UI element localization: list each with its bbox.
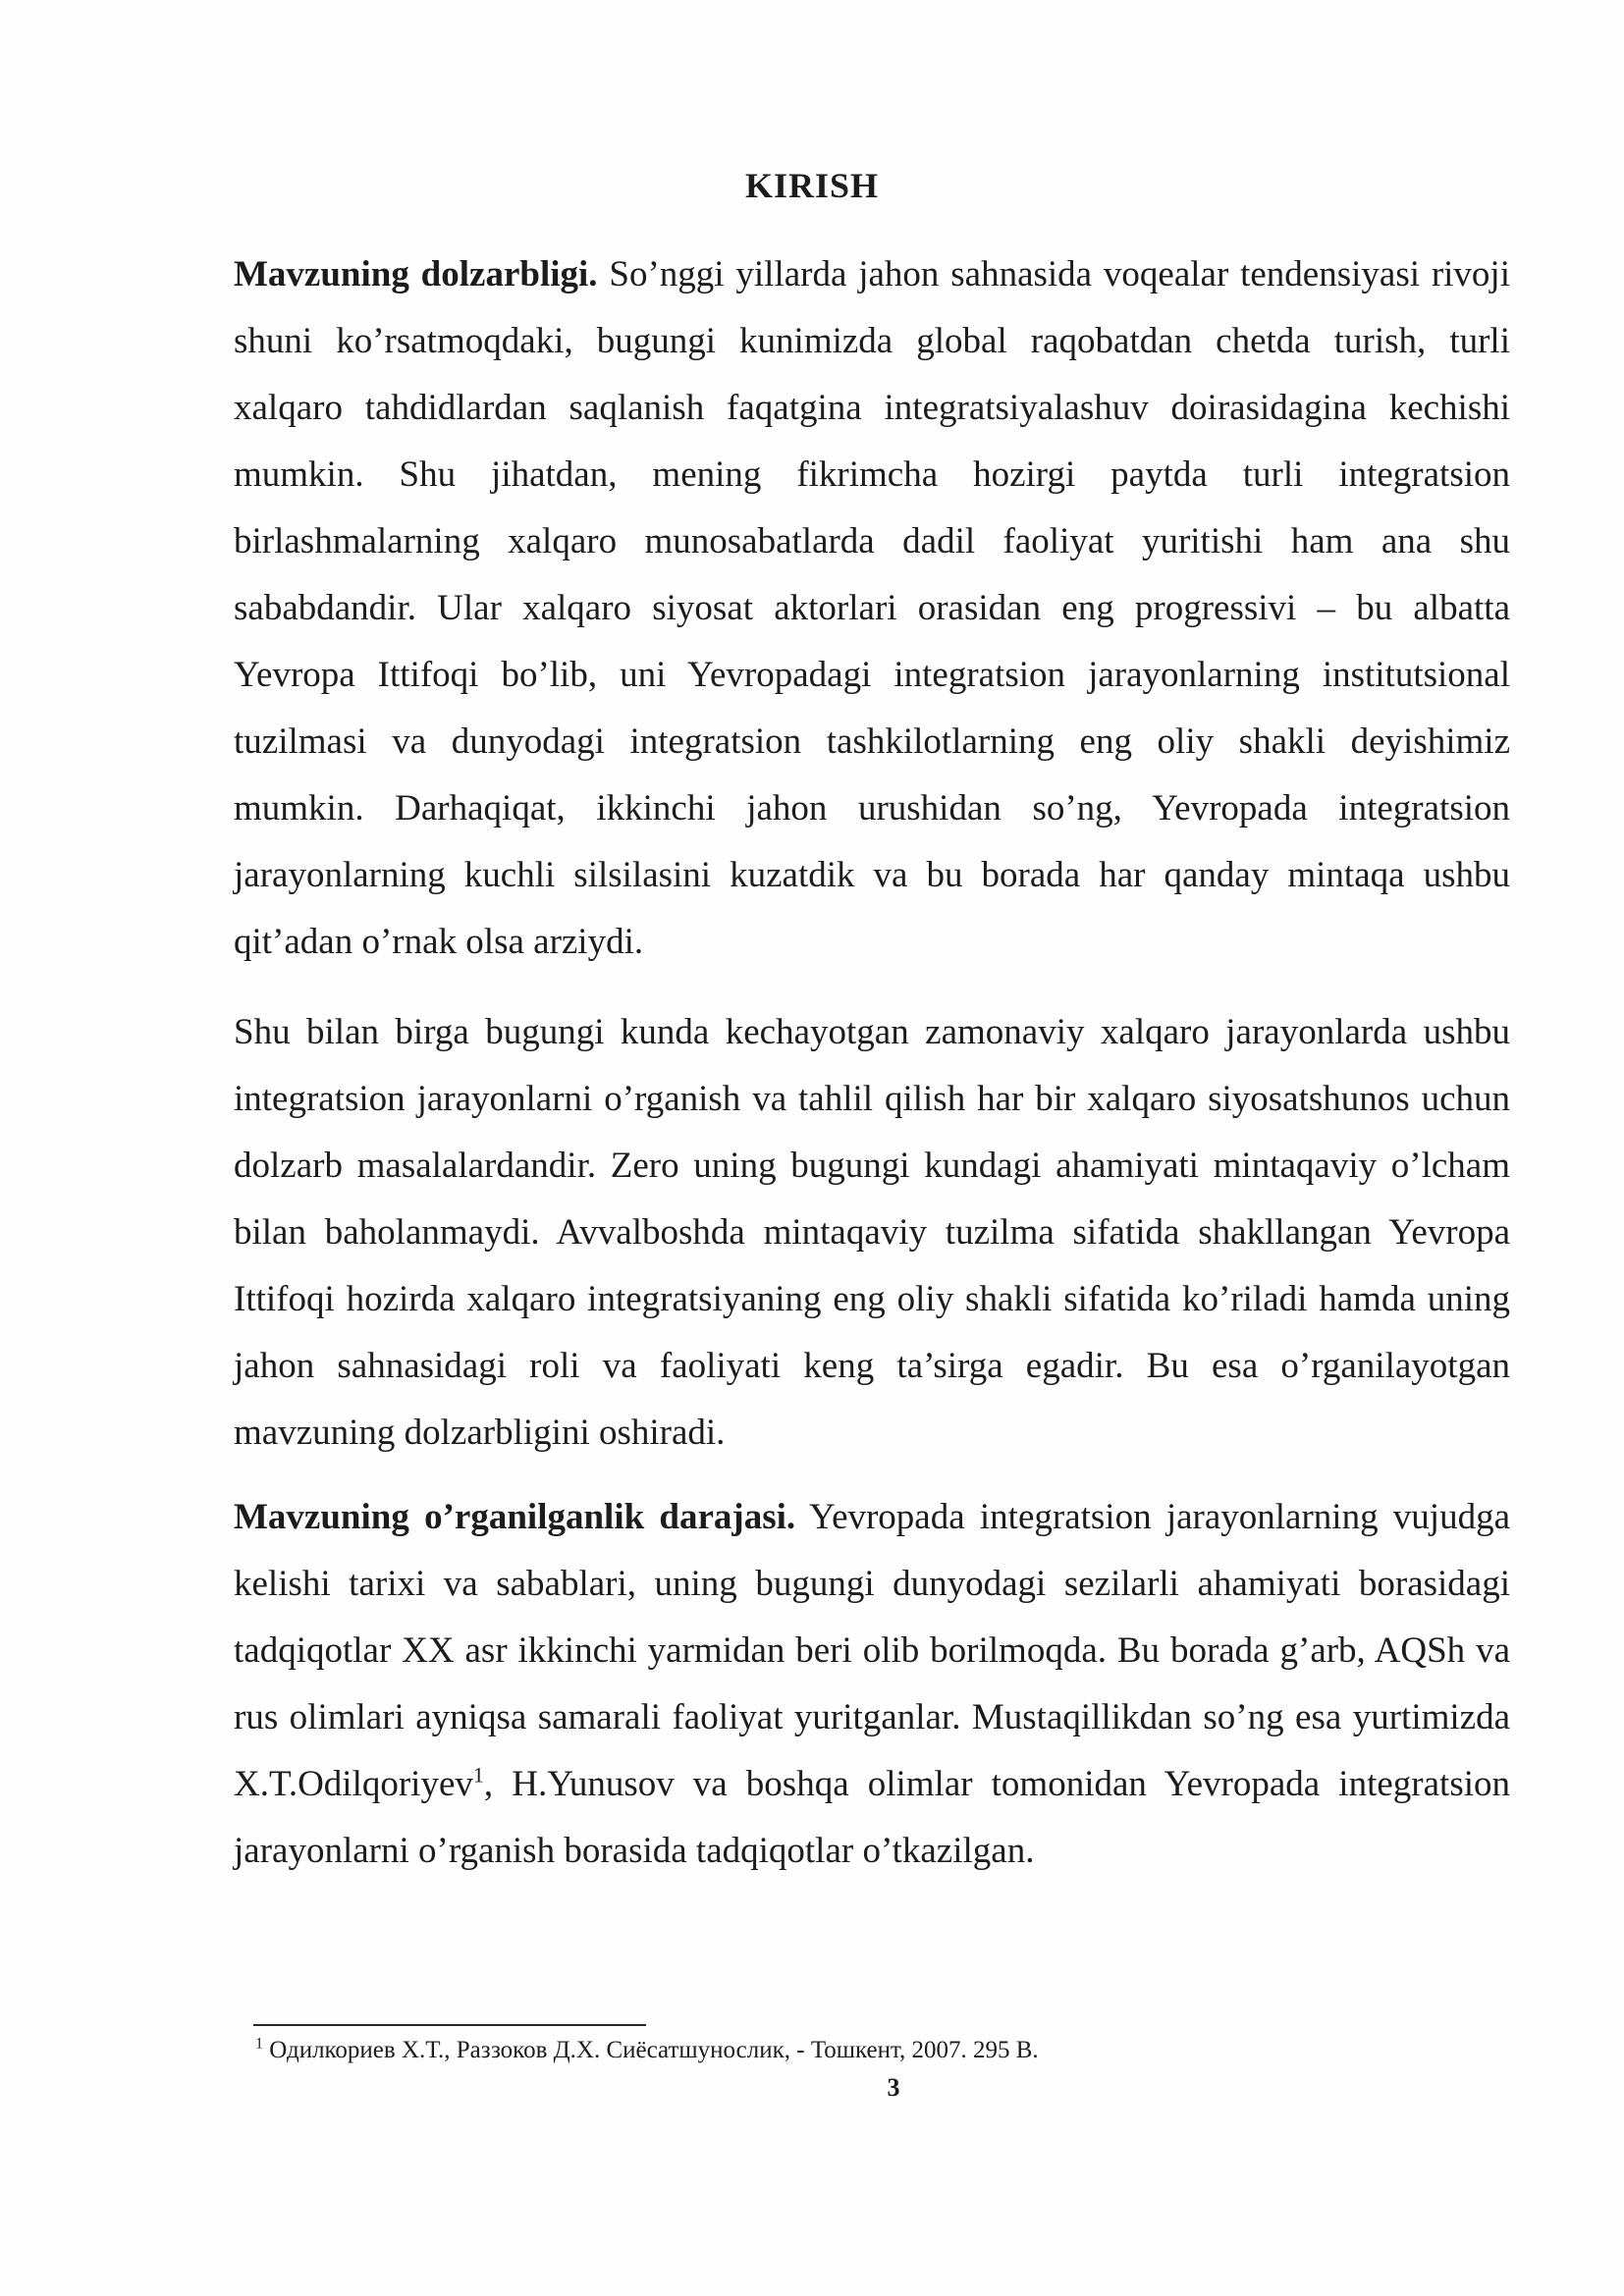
paragraph-significance bbox=[234, 999, 1510, 1467]
footnote-text: Одилкориев Х.Т., Раззоков Д.Х. Сиёсатшунослик, - Тошкент, 2007. 295 В. bbox=[263, 2037, 1039, 2063]
footnote-reference: 1 bbox=[472, 1762, 484, 1788]
paragraph-text: Shu bilan birga bugungi kunda kechayotgan zamonaviy xalqaro jarayonlarda ushbu integratsion jarayonlarni o’rganish va tahlil qilish har bir xalqaro siyosatshunos uchun dolzarb masalalardandir. Zero uning bugungi kundagi ahamiyati mintaqaviy o’lcham bilan baholanmaydi. Avvalboshda mintaqaviy tuzilma sifatida shakllangan Yevropa Ittifoqi hozirda xalqaro integratsiyaning eng oliy shakli sifatida ko’riladi hamda uning jahon sahnasidagi roli va faoliyati keng ta’sirga egadir. Bu esa o’rganilayotgan mavzuning dolzarbligini oshiradi. bbox=[234, 1012, 1510, 1453]
footnote bbox=[255, 2034, 1039, 2067]
paragraph-lead-relevance: Mavzuning dolzarbligi. bbox=[234, 254, 598, 294]
page-heading: KIRISH bbox=[744, 166, 880, 205]
paragraph-text: Yevropada integratsion jarayonlarning vujudga kelishi tarixi va sabablari, uning bugungi dunyodagi sezilarli ahamiyati borasidagi tadqiqotlar XX asr ikkinchi yarmidan beri olib borilmoqda. Bu borada g’arb, AQSh va rus olimlari ayniqsa samarali faoliyat yuritganlar. Mustaqillikdan so’ng esa yurtimizda X.T.Odilqoriyev bbox=[234, 1497, 1511, 1804]
paragraph-study-degree bbox=[234, 1484, 1510, 1885]
paragraph-text: , H.Yunusov va boshqa olimlar tomonidan Yevropada integratsion jarayonlarni o’rganish borasida tadqiqotlar o’tkazilgan. bbox=[234, 1764, 1510, 1871]
paragraph-lead-study-degree: Mavzuning o’rganilganlik darajasi. bbox=[234, 1497, 796, 1537]
paragraph-relevance bbox=[234, 241, 1510, 976]
page-number: 3 bbox=[887, 2073, 900, 2102]
footnote-divider bbox=[253, 2024, 646, 2026]
footnote-mark: 1 bbox=[255, 2035, 263, 2053]
paragraph-text: So’nggi yillarda jahon sahnasida voqealar tendensiyasi rivoji shuni ko’rsatmoqdaki, bugungi kunimizda global raqobatdan chetda turish, turli xalqaro tahdidlardan saqlanish faqatgina integratsiyalashuv doirasidagina kechishi mumkin. Shu jihatdan, mening fikrimcha hozirgi paytda turli integratsion birlashmalarning xalqaro munosabatlarda dadil faoliyat yuritishi ham ana shu sababdandir. Ular xalqaro siyosat aktorlari orasidan eng progressivi – bu albatta Yevropa Ittifoqi bo’lib, uni Yevropadagi integratsion jarayonlarning institutsional tuzilmasi va dunyodagi integratsion tashkilotlarning eng oliy shakli deyishimiz mumkin. Darhaqiqat, ikkinchi jahon urushidan so’ng, Yevropada integratsion jarayonlarning kuchli silsilasini kuzatdik va bu borada har qanday mintaqa ushbu qit’adan o’rnak olsa arziydi. bbox=[234, 254, 1510, 962]
